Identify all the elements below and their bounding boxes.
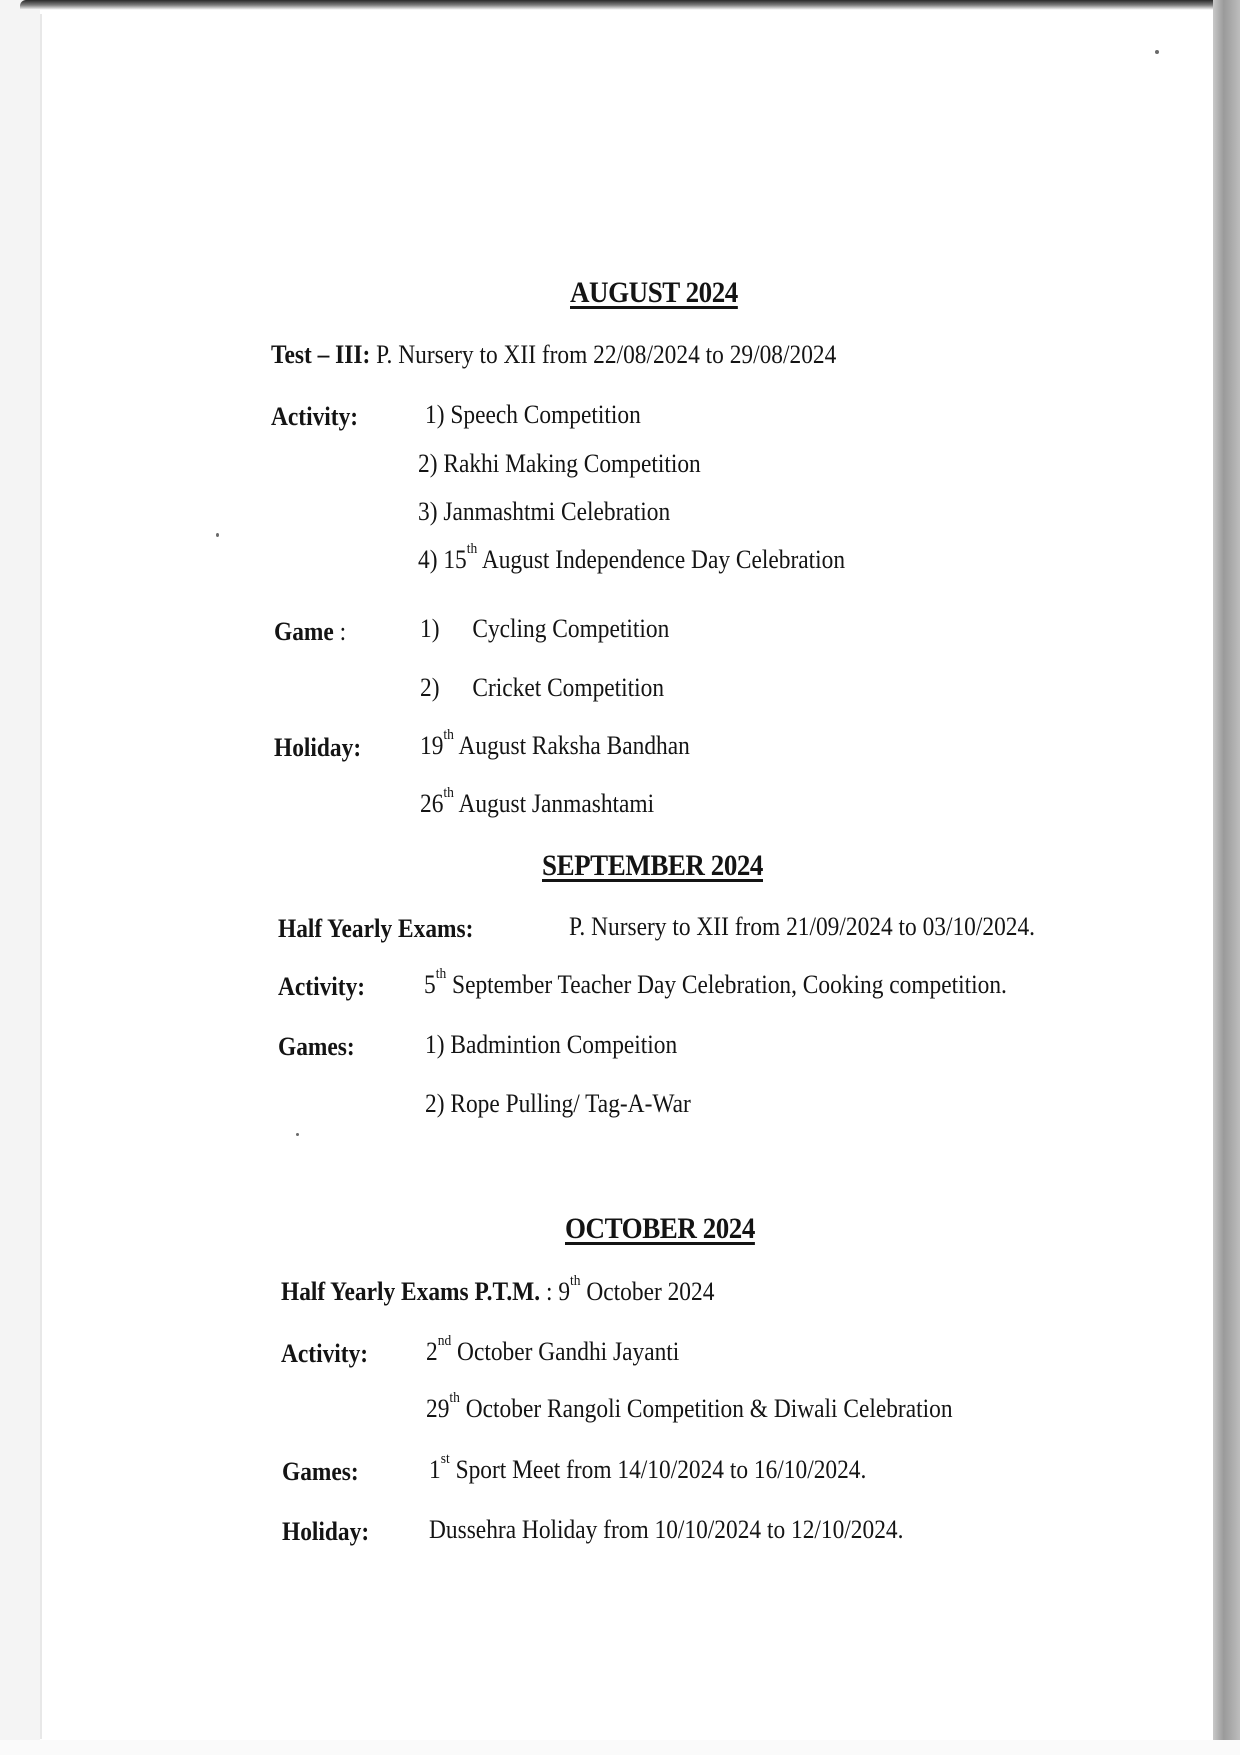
- month-heading-september: SEPTEMBER 2024: [542, 849, 763, 882]
- games-label: Games:: [282, 1457, 359, 1486]
- games-label: Games:: [278, 1032, 355, 1061]
- list-item: [425, 1030, 677, 1060]
- item-text: August Raksha Bandhan: [458, 731, 690, 760]
- scan-left-edge: [40, 14, 42, 1739]
- item-text: Janmashtmi Celebration: [443, 497, 671, 526]
- month-heading-august: AUGUST 2024: [570, 276, 738, 309]
- item-number: 2): [420, 673, 440, 702]
- ordinal-suffix: th: [466, 541, 478, 557]
- game-colon: :: [339, 617, 347, 646]
- ordinal-number: 1: [429, 1455, 441, 1484]
- august-test-row: [271, 340, 836, 370]
- list-item: [425, 1089, 691, 1119]
- august-game-row: [274, 617, 346, 647]
- item-number: 2): [418, 449, 438, 478]
- ordinal-number: 15: [443, 545, 467, 574]
- ordinal-number: 2: [426, 1337, 438, 1366]
- scan-speck: [216, 533, 219, 537]
- list-item: [420, 614, 669, 644]
- october-activity-row: [281, 1339, 368, 1369]
- list-item: [429, 1515, 903, 1545]
- list-item: [429, 1451, 867, 1485]
- item-text: Sport Meet from 14/10/2024 to 16/10/2024.: [455, 1455, 867, 1484]
- scan-bottom-edge: [0, 1740, 1240, 1755]
- list-item: [418, 449, 701, 479]
- item-text: Rope Pulling/ Tag-A-War: [450, 1089, 691, 1118]
- september-exams-row: [278, 914, 473, 944]
- ordinal-number: 9: [558, 1277, 571, 1306]
- ordinal-suffix: nd: [437, 1333, 452, 1349]
- item-text: Cycling Competition: [472, 614, 670, 643]
- list-item: [418, 497, 670, 527]
- exams-text: [569, 912, 1035, 942]
- scan-speck: [1155, 50, 1159, 54]
- scan-speck: [296, 1133, 299, 1136]
- ordinal-suffix: th: [449, 1390, 460, 1406]
- month-heading-october: OCTOBER 2024: [565, 1212, 755, 1245]
- game-label: Game: [274, 617, 334, 646]
- ordinal-number: 5: [424, 970, 436, 999]
- august-holiday-row: [274, 733, 361, 763]
- activity-label: Activity:: [281, 1339, 369, 1368]
- scan-top-edge: [20, 0, 1220, 9]
- test-label: Test – III:: [271, 340, 371, 369]
- activity-label: Activity:: [278, 972, 366, 1001]
- list-item: [418, 541, 846, 575]
- item-number: 3): [418, 497, 438, 526]
- list-item: [420, 673, 664, 703]
- holiday-label: Holiday:: [274, 733, 362, 762]
- ordinal-suffix: th: [443, 785, 454, 801]
- ordinal-number: 29: [426, 1394, 450, 1423]
- item-number: 1): [425, 400, 445, 429]
- item-text: Badmintion Compeition: [450, 1030, 678, 1059]
- item-text: September Teacher Day Celebration, Cooking competition.: [452, 970, 1007, 999]
- ordinal-suffix: st: [440, 1451, 450, 1467]
- test-text: P. Nursery to XII from 22/08/2024 to 29/08/2024: [376, 340, 837, 369]
- august-activity-row: [271, 402, 358, 432]
- item-number: 1): [425, 1030, 445, 1059]
- item-text: Rakhi Making Competition: [443, 449, 701, 478]
- list-item: [426, 1333, 680, 1367]
- item-text: August Janmashtami: [458, 789, 655, 818]
- september-activity-row: [278, 972, 365, 1002]
- ordinal-suffix: th: [570, 1273, 581, 1289]
- item-text: October Gandhi Jayanti: [457, 1337, 680, 1366]
- list-item: [425, 400, 641, 430]
- activity-label: Activity:: [271, 402, 359, 431]
- october-ptm-row: [281, 1273, 715, 1307]
- september-games-row: [278, 1032, 355, 1062]
- ordinal-number: 19: [420, 731, 444, 760]
- item-number: 1): [420, 614, 440, 643]
- ordinal-number: 26: [420, 789, 444, 818]
- october-games-row: [282, 1457, 359, 1487]
- list-item: [420, 727, 690, 761]
- ptm-date: October 2024: [586, 1277, 715, 1306]
- item-text: October Rangoli Competition & Diwali Celebration: [465, 1394, 953, 1423]
- ptm-colon: :: [545, 1277, 553, 1306]
- item-number: 2): [425, 1089, 445, 1118]
- october-holiday-row: [282, 1517, 369, 1547]
- holiday-label: Holiday:: [282, 1517, 370, 1546]
- item-text: August Independence Day Celebration: [481, 545, 846, 574]
- item-number: 4): [418, 545, 438, 574]
- item-text: Cricket Competition: [472, 673, 665, 702]
- ptm-label: Half Yearly Exams P.T.M.: [281, 1277, 541, 1306]
- exams-dates: P. Nursery to XII from 21/09/2024 to 03/10/2024.: [569, 912, 1036, 941]
- scan-right-edge: [1213, 0, 1240, 1755]
- ordinal-suffix: th: [443, 727, 454, 743]
- ordinal-suffix: th: [435, 966, 447, 982]
- item-text: Speech Competition: [450, 400, 641, 429]
- exams-label: Half Yearly Exams:: [278, 914, 474, 943]
- list-item: [426, 1390, 953, 1424]
- item-text: Dussehra Holiday from 10/10/2024 to 12/10/2024.: [429, 1515, 904, 1544]
- list-item: [420, 785, 655, 819]
- list-item: [424, 966, 1007, 1000]
